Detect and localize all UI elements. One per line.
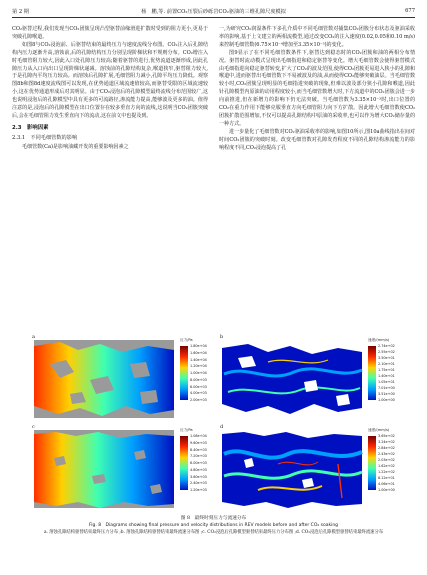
paragraph: 一,为研究CO₂润湿条件下多孔介质中不同毛细管数对捕集CO₂团簇分布状态及驱油采收率的影响,基于上文建立的两相流模型,通过改变CO₂的注入速度(0.02,0.05和0.10 m/s)来控制毛细管数(6.75×10⁻⁴增加至3.35×10⁻³)的变化。 — [219, 26, 415, 48]
left-column — [12, 26, 208, 152]
colorbar-tick-label: 1.75e+01 — [378, 368, 395, 372]
colorbar — [180, 436, 188, 490]
figure-caption — [12, 515, 415, 536]
colorbar-tick-label: 2.03e+02 — [378, 458, 395, 462]
colorbar-tick-label: 1.00e+04 — [190, 371, 207, 375]
colorbar-tick-label: 1.00e+00 — [378, 488, 395, 492]
paragraph: CO₂驱替过程,我们发现当CO₂团簇呈现凸型驱替前缘滑进扩散时受到的阻力更小,更易于突破孔隙喉道。 — [12, 26, 208, 40]
colorbar-tick-label: 7.01e+00 — [378, 386, 395, 390]
colorbar-tick-label: 1.80e+04 — [190, 344, 207, 348]
panel-label: c — [32, 424, 35, 430]
section-heading: 2.3 影响因素 — [12, 124, 49, 131]
colorbar-tick-label: 6.00e+03 — [190, 461, 207, 465]
caption-chinese: 图 8 最终时刻压力与流速分布 — [180, 516, 247, 521]
colorbar-tick-label: 8.40e+03 — [190, 447, 207, 452]
pressure-field-image — [30, 334, 180, 420]
panel-label: b — [220, 334, 224, 340]
page-header — [12, 6, 415, 18]
colorbar-tick-label: 1.20e+04 — [190, 364, 207, 369]
colorbar-tick-label: 1.00e+00 — [378, 398, 395, 402]
running-title: 杨 鹏,等. 前置CO₂压裂后砂砾岩CO₂驱油的三维孔隙尺度模拟 — [141, 9, 286, 15]
colorbar-tick-label: 2.40e+03 — [190, 481, 207, 486]
colorbar-tick-label: 2.55e+02 — [378, 350, 395, 354]
colorbar-tick-label: 6.00e+03 — [190, 384, 207, 389]
pressure-field-image — [30, 424, 180, 510]
colorbar-tick-label: 1.22e+02 — [378, 470, 395, 474]
page-number: 677 — [405, 8, 415, 14]
right-column — [219, 26, 415, 153]
colorbar-title: 速度/(mm/s) — [368, 428, 390, 432]
figure-8 — [30, 334, 400, 510]
colorbar-tick-label: 8.12e+01 — [378, 476, 395, 480]
paragraph: 图9显示了在不同毛细管数条件下,驱替达到稳态时的CO₂团簇和油的两相分布情况。驱替时流动模式呈现出毛细指进和稳定驱替等变化。增大毛细管数会使得驱替模式由毛细指进向稳定驱替转变,扩大了CO₂的波及范围,使得CO₂团簇更易进入狭小的孔隙和喉道中,进而驱替出毛细管数下不易被波及的油,从而使得CO₂能够突破油层。当毛细管数较小时,CO₂团簇呈现明显的毛细指进突破的现象,但难以波及部分狭小孔隙和喉道,因此针孔隙模型内原油的动用程度较小,而当毛细管数增大时,下方流道中的CO₂团簇会进一步向前推进,但在新增力的影响下仍无法突破。当毛细管数为3.35×10⁻³时,出口位置的CO₂在重力作用下能够克服垂直方向毛细管阻力向下方扩散。因此增大毛细管数使CO₂团簇扩散范围增加,不仅可以提高孔隙结构中原油的采收率,也可以作为增大CO₂储存量的一种方式。 — [219, 49, 415, 127]
colorbar-tick-label: 2.00e+03 — [190, 398, 207, 402]
paragraph: 如图8与CO₂浸泡前、后驱替结束的最终压力与速度流线分布图。CO₂注入后孔隙结构内压力逐渐升高,溶蚀前,后的孔隙结构压力分别呈现阶梯状和不规则分布。CO₂增注入时毛细管阻力较大,因此入口处孔隙压力较高;随着驱替的进行,优势流道逐渐形成,因此孔隙压力从入口向出口呈现阶梯状递减。溶蚀前的孔隙结构复杂,喉道狭窄,驱替阻力较大,于是孔隙内平均压力较高。而溶蚀后孔隙扩展,毛细管阻力减小,孔隙平均压力降低。观察图8b和图8d速度流线图可以发现,在优势通道区域流速值较高,而驱替受限的区域流速较小,这在优势通道形成后对其明显。由于CO₂浸泡后的孔隙模型最终流线分布范围较广,这也说明浸泡后的孔隙模型中具有更多的可流路径,渗流能力提高,能够波及更多的油。值得注意的是,浸泡后的孔隙模型在出口位置存在较多垂直方向的流线,这说明当CO₂团簇突破后,会在毛细管阻力发生垂直向下的流动,这在前文中也提及到。 — [12, 41, 208, 119]
colorbar-tick-label: 2.84e+02 — [378, 446, 395, 450]
velocity-field-image — [218, 424, 368, 510]
colorbar-tick-label: 3.65e+02 — [378, 434, 395, 438]
colorbar-tick-label: 4.80e+03 — [190, 467, 207, 472]
paragraph: 毛细管数(Ca)是影响油藏开发的重要影响因素之 — [22, 143, 129, 150]
panel-label: d — [220, 424, 224, 430]
colorbar-tick-label: 9.60e+03 — [190, 440, 207, 445]
colorbar-tick-label: 3.51e+00 — [378, 392, 395, 396]
colorbar-tick-label: 2.43e+02 — [378, 452, 395, 456]
colorbar-tick-label: 3.24e+02 — [378, 440, 395, 444]
colorbar-tick-label: 7.20e+03 — [190, 454, 207, 459]
colorbar-tick-label: 8.00e+03 — [190, 377, 207, 382]
colorbar-title: 速度/(mm/s) — [368, 338, 390, 342]
colorbar — [180, 346, 188, 400]
colorbar-tick-label: 1.08e+04 — [190, 434, 207, 438]
colorbar-title: 压力/Pa — [180, 338, 193, 342]
paragraph: 进一步量化了毛细管数对CO₂驱油采收率的影响,如图10所示,图10a曲线指出在间对时间CO₂团簇的突破时刻。改变毛细管数对孔隙发育程度不同的孔隙结构渗流能力的影响程度不同,CO₂浸泡提高了孔 — [219, 128, 415, 151]
caption-english: Fig. 8 Diagrams showing final pressure and velocity distributions in REV models before and after CO₂ soaking — [88, 523, 339, 528]
colorbar-tick-label: 1.40e+04 — [190, 357, 207, 362]
colorbar-tick-label: 3.50e+01 — [378, 356, 395, 360]
colorbar-tick-label: 1.40e+01 — [378, 374, 395, 378]
colorbar-tick-label: 4.06e+01 — [378, 482, 395, 486]
velocity-field-image — [218, 334, 368, 420]
issue-number: 第 2 期 — [12, 9, 29, 15]
colorbar-title: 压力/Pa — [180, 428, 193, 432]
colorbar-tick-label: 2.74e+02 — [378, 344, 395, 348]
subsection-heading: 2.3.1 不同毛细管数的影响 — [12, 134, 78, 141]
colorbar-tick-label: 2.10e+01 — [378, 362, 395, 366]
colorbar-tick-label: 1.05e+01 — [378, 380, 395, 384]
colorbar-tick-label: 3.60e+03 — [190, 474, 207, 479]
colorbar-tick-label: 1.62e+02 — [378, 464, 395, 468]
colorbar — [368, 436, 376, 490]
colorbar-tick-label: 1.20e+03 — [190, 488, 207, 492]
caption-subpanels: a. 溶蚀孔隙结构驱替结束最终压力分布 ;b. 溶蚀孔隙结构驱替结束最终流速分布图 ;c. CO₂浸泡后孔隙模型驱替结束最终压力分布图 ;d. CO₂浸泡后孔隙模型驱替结束最终流速分布 — [43, 530, 384, 535]
colorbar-tick-label: 4.00e+03 — [190, 391, 207, 396]
panel-label: a — [32, 334, 35, 340]
colorbar-tick-label: 1.60e+04 — [190, 350, 207, 355]
colorbar — [368, 346, 376, 400]
